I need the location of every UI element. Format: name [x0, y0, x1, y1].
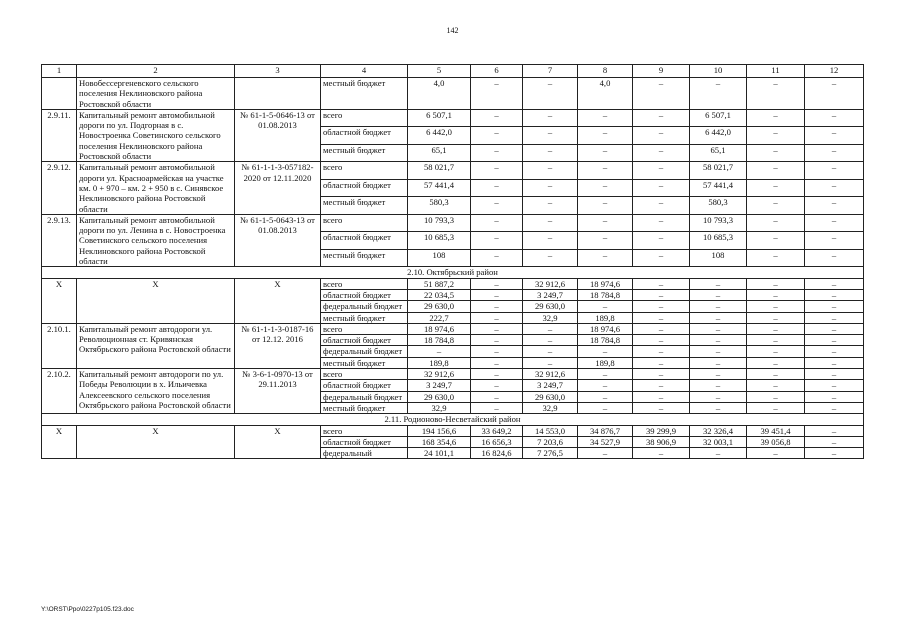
- amount-cell: –: [805, 312, 864, 323]
- amount-cell: –: [805, 448, 864, 459]
- footer-file-path: Y:\ORST\Ppo\0227p105.f23.doc: [41, 606, 134, 613]
- amount-cell: 10 793,3: [690, 214, 747, 231]
- registration-info: № 61-1-1-3-0187-16 от 12.12. 2016: [235, 323, 321, 368]
- amount-cell: –: [805, 179, 864, 196]
- amount-cell: –: [747, 214, 805, 231]
- amount-cell: 580,3: [690, 197, 747, 215]
- funding-source: всего: [321, 369, 408, 380]
- amount-cell: –: [747, 369, 805, 380]
- column-number: 3: [235, 65, 321, 78]
- amount-cell: –: [633, 357, 690, 368]
- funding-source: всего: [321, 425, 408, 436]
- amount-cell: –: [690, 323, 747, 334]
- amount-cell: –: [690, 380, 747, 391]
- amount-cell: –: [805, 357, 864, 368]
- amount-cell: –: [747, 179, 805, 196]
- table-row: [42, 369, 864, 380]
- funding-source: областной бюджет: [321, 289, 408, 300]
- amount-cell: –: [471, 78, 523, 110]
- funding-source: местный бюджет: [321, 402, 408, 413]
- amount-cell: 10 685,3: [408, 232, 471, 249]
- amount-cell: 33 649,2: [471, 425, 523, 436]
- table-row: [42, 214, 864, 231]
- amount-cell: –: [633, 109, 690, 126]
- amount-cell: –: [747, 232, 805, 249]
- column-number: 10: [690, 65, 747, 78]
- amount-cell: 32,9: [408, 402, 471, 413]
- object-name: Х: [77, 425, 235, 459]
- amount-cell: 29 630,0: [408, 301, 471, 312]
- amount-cell: –: [633, 289, 690, 300]
- amount-cell: –: [805, 425, 864, 436]
- item-number: 2.10.1.: [42, 323, 77, 368]
- funding-source: местный бюджет: [321, 249, 408, 267]
- amount-cell: –: [578, 144, 633, 162]
- amount-cell: –: [805, 335, 864, 346]
- amount-cell: –: [690, 289, 747, 300]
- table-row: [42, 323, 864, 334]
- amount-cell: 65,1: [408, 144, 471, 162]
- amount-cell: –: [471, 380, 523, 391]
- registration-info: Х: [235, 425, 321, 459]
- amount-cell: 65,1: [690, 144, 747, 162]
- amount-cell: 22 034,5: [408, 289, 471, 300]
- amount-cell: –: [747, 127, 805, 144]
- amount-cell: 32,9: [523, 402, 578, 413]
- amount-cell: –: [633, 335, 690, 346]
- amount-cell: 58 021,7: [690, 162, 747, 179]
- amount-cell: –: [471, 162, 523, 179]
- amount-cell: 18 784,8: [408, 335, 471, 346]
- amount-cell: –: [578, 448, 633, 459]
- amount-cell: –: [805, 369, 864, 380]
- amount-cell: –: [471, 323, 523, 334]
- amount-cell: 108: [408, 249, 471, 267]
- amount-cell: –: [633, 448, 690, 459]
- amount-cell: –: [578, 109, 633, 126]
- amount-cell: –: [690, 278, 747, 289]
- amount-cell: –: [523, 109, 578, 126]
- amount-cell: –: [578, 391, 633, 402]
- item-number: Х: [42, 278, 77, 323]
- section-row: [42, 414, 864, 425]
- amount-cell: 189,8: [578, 312, 633, 323]
- amount-cell: 32 003,1: [690, 436, 747, 447]
- funding-source: областной бюджет: [321, 179, 408, 196]
- amount-cell: 51 887,2: [408, 278, 471, 289]
- amount-cell: –: [471, 289, 523, 300]
- amount-cell: –: [805, 249, 864, 267]
- column-number: 2: [77, 65, 235, 78]
- amount-cell: 189,8: [408, 357, 471, 368]
- amount-cell: 18 974,6: [578, 323, 633, 334]
- amount-cell: 108: [690, 249, 747, 267]
- amount-cell: –: [633, 78, 690, 110]
- amount-cell: –: [747, 301, 805, 312]
- amount-cell: 189,8: [578, 357, 633, 368]
- amount-cell: –: [690, 448, 747, 459]
- table-row: [42, 278, 864, 289]
- amount-cell: –: [578, 179, 633, 196]
- amount-cell: –: [471, 402, 523, 413]
- amount-cell: –: [471, 144, 523, 162]
- item-number: [42, 78, 77, 110]
- amount-cell: –: [523, 162, 578, 179]
- amount-cell: –: [471, 357, 523, 368]
- amount-cell: –: [523, 323, 578, 334]
- amount-cell: –: [747, 380, 805, 391]
- amount-cell: –: [471, 278, 523, 289]
- amount-cell: 7 276,5: [523, 448, 578, 459]
- amount-cell: –: [578, 232, 633, 249]
- amount-cell: 29 630,0: [523, 301, 578, 312]
- amount-cell: –: [805, 289, 864, 300]
- amount-cell: 168 354,6: [408, 436, 471, 447]
- amount-cell: –: [690, 402, 747, 413]
- budget-table: [41, 64, 864, 459]
- amount-cell: –: [633, 312, 690, 323]
- amount-cell: –: [805, 232, 864, 249]
- amount-cell: –: [523, 144, 578, 162]
- amount-cell: –: [747, 335, 805, 346]
- amount-cell: –: [578, 249, 633, 267]
- registration-info: № 61-1-1-3-057182-2020 от 12.11.2020: [235, 162, 321, 214]
- amount-cell: –: [690, 301, 747, 312]
- amount-cell: –: [747, 346, 805, 357]
- amount-cell: –: [523, 357, 578, 368]
- table-row: [42, 109, 864, 126]
- amount-cell: –: [805, 346, 864, 357]
- object-name: Капитальный ремонт автомобильной дороги ул. Красноармейская на участке км. 0 + 970 – км. 2 + 950 в с. Синявское Неклиновского района Ростовской области: [77, 162, 235, 214]
- amount-cell: –: [633, 323, 690, 334]
- amount-cell: –: [805, 323, 864, 334]
- amount-cell: 32 326,4: [690, 425, 747, 436]
- section-title: 2.10. Октябрьский район: [42, 267, 864, 278]
- amount-cell: –: [633, 402, 690, 413]
- registration-info: [235, 78, 321, 110]
- amount-cell: 7 203,6: [523, 436, 578, 447]
- amount-cell: –: [523, 197, 578, 215]
- amount-cell: –: [805, 278, 864, 289]
- amount-cell: 58 021,7: [408, 162, 471, 179]
- amount-cell: 24 101,1: [408, 448, 471, 459]
- amount-cell: –: [471, 346, 523, 357]
- amount-cell: 222,7: [408, 312, 471, 323]
- amount-cell: –: [747, 249, 805, 267]
- amount-cell: –: [805, 436, 864, 447]
- funding-source: всего: [321, 162, 408, 179]
- amount-cell: –: [633, 380, 690, 391]
- funding-source: местный бюджет: [321, 312, 408, 323]
- column-number: 11: [747, 65, 805, 78]
- amount-cell: –: [578, 402, 633, 413]
- amount-cell: –: [690, 357, 747, 368]
- amount-cell: –: [633, 162, 690, 179]
- amount-cell: –: [523, 249, 578, 267]
- column-number: 1: [42, 65, 77, 78]
- amount-cell: –: [578, 214, 633, 231]
- amount-cell: –: [690, 78, 747, 110]
- amount-cell: –: [578, 346, 633, 357]
- table-row: [42, 425, 864, 436]
- amount-cell: –: [747, 357, 805, 368]
- amount-cell: –: [747, 391, 805, 402]
- amount-cell: –: [805, 214, 864, 231]
- amount-cell: 57 441,4: [690, 179, 747, 196]
- amount-cell: 18 974,6: [408, 323, 471, 334]
- amount-cell: 32 912,6: [523, 369, 578, 380]
- column-number: 9: [633, 65, 690, 78]
- amount-cell: 6 442,0: [690, 127, 747, 144]
- amount-cell: –: [471, 312, 523, 323]
- amount-cell: –: [578, 162, 633, 179]
- amount-cell: 16 656,3: [471, 436, 523, 447]
- amount-cell: –: [471, 391, 523, 402]
- amount-cell: –: [633, 301, 690, 312]
- column-number: 6: [471, 65, 523, 78]
- funding-source: областной бюджет: [321, 127, 408, 144]
- amount-cell: –: [471, 127, 523, 144]
- funding-source: областной бюджет: [321, 232, 408, 249]
- amount-cell: –: [633, 369, 690, 380]
- amount-cell: –: [471, 232, 523, 249]
- item-number: 2.10.2.: [42, 369, 77, 414]
- amount-cell: –: [747, 197, 805, 215]
- object-name: Новобессергеневского сельского поселения Неклиновского района Ростовской области: [77, 78, 235, 110]
- amount-cell: –: [633, 144, 690, 162]
- amount-cell: –: [633, 249, 690, 267]
- amount-cell: –: [633, 214, 690, 231]
- amount-cell: 39 056,8: [747, 436, 805, 447]
- amount-cell: –: [633, 127, 690, 144]
- funding-source: местный бюджет: [321, 357, 408, 368]
- amount-cell: –: [471, 369, 523, 380]
- amount-cell: –: [690, 335, 747, 346]
- section-row: [42, 267, 864, 278]
- object-name: Х: [77, 278, 235, 323]
- amount-cell: –: [805, 402, 864, 413]
- amount-cell: –: [805, 380, 864, 391]
- amount-cell: 34 876,7: [578, 425, 633, 436]
- amount-cell: –: [471, 249, 523, 267]
- funding-source: областной бюджет: [321, 436, 408, 447]
- registration-info: № 3-6-1-0970-13 от 29.11.2013: [235, 369, 321, 414]
- amount-cell: –: [523, 346, 578, 357]
- column-number: 5: [408, 65, 471, 78]
- amount-cell: –: [523, 179, 578, 196]
- amount-cell: 29 630,0: [408, 391, 471, 402]
- amount-cell: –: [471, 179, 523, 196]
- table-row: [42, 78, 864, 110]
- amount-cell: –: [747, 78, 805, 110]
- funding-source: федеральный бюджет: [321, 346, 408, 357]
- amount-cell: –: [523, 335, 578, 346]
- column-number: 8: [578, 65, 633, 78]
- column-number: 7: [523, 65, 578, 78]
- amount-cell: 39 451,4: [747, 425, 805, 436]
- amount-cell: 18 974,6: [578, 278, 633, 289]
- item-number: 2.9.12.: [42, 162, 77, 214]
- amount-cell: 580,3: [408, 197, 471, 215]
- section-title: 2.11. Родионово-Несветайский район: [42, 414, 864, 425]
- amount-cell: –: [578, 301, 633, 312]
- amount-cell: –: [633, 197, 690, 215]
- amount-cell: 14 553,0: [523, 425, 578, 436]
- amount-cell: –: [690, 346, 747, 357]
- amount-cell: –: [633, 346, 690, 357]
- amount-cell: –: [690, 391, 747, 402]
- amount-cell: 194 156,6: [408, 425, 471, 436]
- amount-cell: –: [747, 109, 805, 126]
- column-number: 4: [321, 65, 408, 78]
- table-row: [42, 162, 864, 179]
- amount-cell: 4,0: [408, 78, 471, 110]
- page-number: 142: [446, 26, 459, 35]
- amount-cell: –: [805, 197, 864, 215]
- amount-cell: 4,0: [578, 78, 633, 110]
- amount-cell: –: [747, 162, 805, 179]
- amount-cell: –: [805, 78, 864, 110]
- item-number: Х: [42, 425, 77, 459]
- column-number: 12: [805, 65, 864, 78]
- amount-cell: –: [633, 391, 690, 402]
- funding-source: местный бюджет: [321, 197, 408, 215]
- object-name: Капитальный ремонт автомобильной дороги по ул. Подгорная в с. Новостроенка Советинского сельского поселения Неклиновского района Ростовской области: [77, 109, 235, 161]
- amount-cell: 32 912,6: [523, 278, 578, 289]
- amount-cell: –: [408, 346, 471, 357]
- funding-source: федеральный бюджет: [321, 391, 408, 402]
- amount-cell: –: [805, 127, 864, 144]
- amount-cell: –: [805, 144, 864, 162]
- amount-cell: –: [747, 144, 805, 162]
- amount-cell: –: [805, 301, 864, 312]
- amount-cell: 32 912,6: [408, 369, 471, 380]
- amount-cell: –: [523, 232, 578, 249]
- amount-cell: 38 906,9: [633, 436, 690, 447]
- amount-cell: –: [578, 369, 633, 380]
- amount-cell: 3 249,7: [408, 380, 471, 391]
- amount-cell: –: [471, 214, 523, 231]
- amount-cell: –: [805, 109, 864, 126]
- amount-cell: –: [805, 391, 864, 402]
- amount-cell: 10 793,3: [408, 214, 471, 231]
- amount-cell: –: [471, 197, 523, 215]
- amount-cell: –: [578, 197, 633, 215]
- funding-source: всего: [321, 109, 408, 126]
- funding-source: всего: [321, 214, 408, 231]
- amount-cell: –: [747, 448, 805, 459]
- amount-cell: –: [747, 323, 805, 334]
- registration-info: Х: [235, 278, 321, 323]
- amount-cell: –: [633, 278, 690, 289]
- amount-cell: 3 249,7: [523, 380, 578, 391]
- column-number-row: [42, 65, 864, 78]
- item-number: 2.9.13.: [42, 214, 77, 266]
- amount-cell: 3 249,7: [523, 289, 578, 300]
- amount-cell: –: [690, 369, 747, 380]
- object-name: Капитальный ремонт автомобильной дороги по ул. Ленина в с. Новостроенка Советинского сельского поселения Неклиновского района Ростовской области: [77, 214, 235, 266]
- amount-cell: –: [690, 312, 747, 323]
- amount-cell: –: [633, 232, 690, 249]
- amount-cell: –: [523, 78, 578, 110]
- item-number: 2.9.11.: [42, 109, 77, 161]
- funding-source: местный бюджет: [321, 78, 408, 110]
- funding-source: всего: [321, 323, 408, 334]
- amount-cell: 6 442,0: [408, 127, 471, 144]
- funding-source: областной бюджет: [321, 380, 408, 391]
- amount-cell: –: [523, 127, 578, 144]
- amount-cell: 57 441,4: [408, 179, 471, 196]
- amount-cell: 32,9: [523, 312, 578, 323]
- amount-cell: 34 527,9: [578, 436, 633, 447]
- funding-source: всего: [321, 278, 408, 289]
- amount-cell: –: [805, 162, 864, 179]
- amount-cell: 18 784,8: [578, 289, 633, 300]
- funding-source: областной бюджет: [321, 335, 408, 346]
- amount-cell: 18 784,8: [578, 335, 633, 346]
- amount-cell: –: [747, 289, 805, 300]
- amount-cell: –: [578, 380, 633, 391]
- amount-cell: –: [578, 127, 633, 144]
- amount-cell: 10 685,3: [690, 232, 747, 249]
- amount-cell: –: [471, 301, 523, 312]
- amount-cell: 29 630,0: [523, 391, 578, 402]
- amount-cell: –: [471, 109, 523, 126]
- funding-source: местный бюджет: [321, 144, 408, 162]
- amount-cell: –: [523, 214, 578, 231]
- amount-cell: 6 507,1: [408, 109, 471, 126]
- amount-cell: –: [633, 179, 690, 196]
- amount-cell: –: [471, 335, 523, 346]
- amount-cell: 6 507,1: [690, 109, 747, 126]
- amount-cell: 16 824,6: [471, 448, 523, 459]
- registration-info: № 61-1-5-0643-13 от 01.08.2013: [235, 214, 321, 266]
- amount-cell: –: [747, 402, 805, 413]
- funding-source: федеральный: [321, 448, 408, 459]
- registration-info: № 61-1-5-0646-13 от 01.08.2013: [235, 109, 321, 161]
- amount-cell: –: [747, 278, 805, 289]
- funding-source: федеральный бюджет: [321, 301, 408, 312]
- object-name: Капитальный ремонт автодороги по ул. Победы Революции в х. Ильичевка Алексеевского сельского поселения Октябрьского района Ростовской области: [77, 369, 235, 414]
- amount-cell: –: [747, 312, 805, 323]
- amount-cell: 39 299,9: [633, 425, 690, 436]
- object-name: Капитальный ремонт автодороги ул. Революционная ст. Кривянская Октябрьского района Ростовской области: [77, 323, 235, 368]
